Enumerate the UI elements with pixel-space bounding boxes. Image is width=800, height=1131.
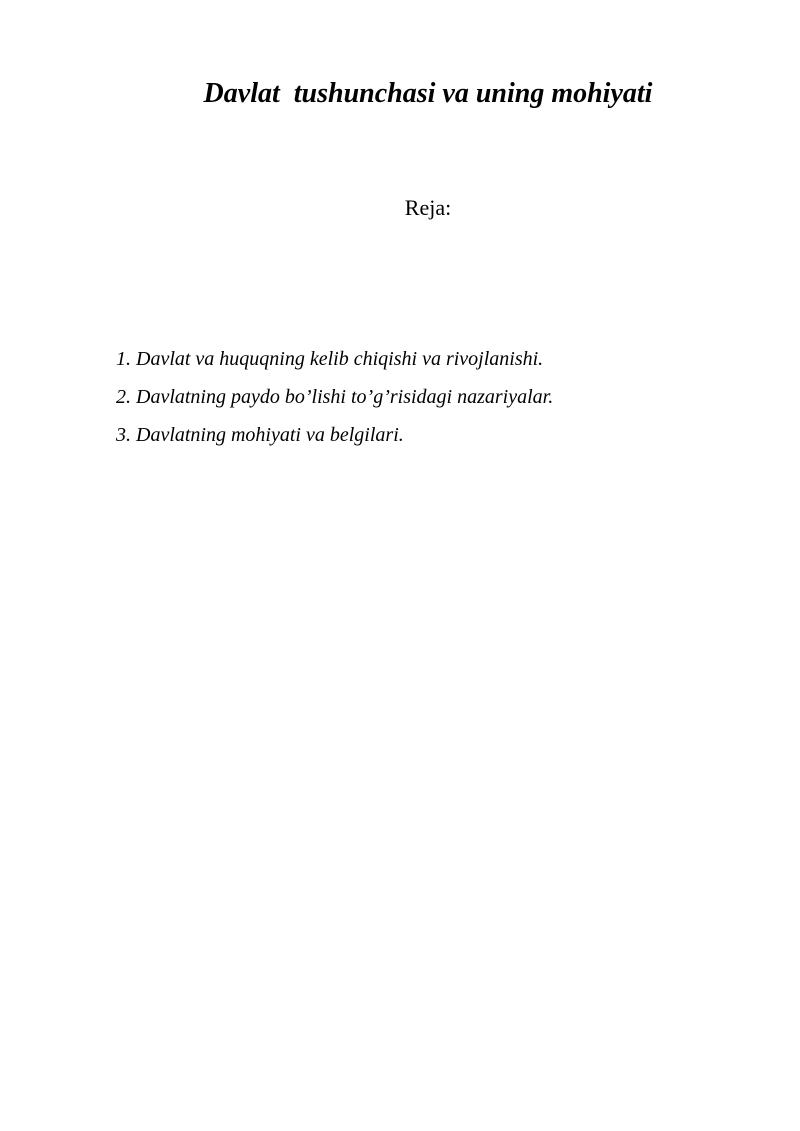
plan-item-3: 3. Davlatning mohiyati va belgilari. (116, 424, 404, 446)
plan-item-1: 1. Davlat va huquqning kelib chiqishi va rivojlanishi. (116, 348, 544, 370)
plan-heading: Reja: (404, 195, 452, 220)
plan-list (116, 340, 553, 454)
plan-item-2: 2. Davlatning paydo bo’lishi to’g’risidagi nazariyalar. (116, 386, 554, 408)
document-title: Davlat tushunchasi va uning mohiyati (203, 78, 653, 109)
